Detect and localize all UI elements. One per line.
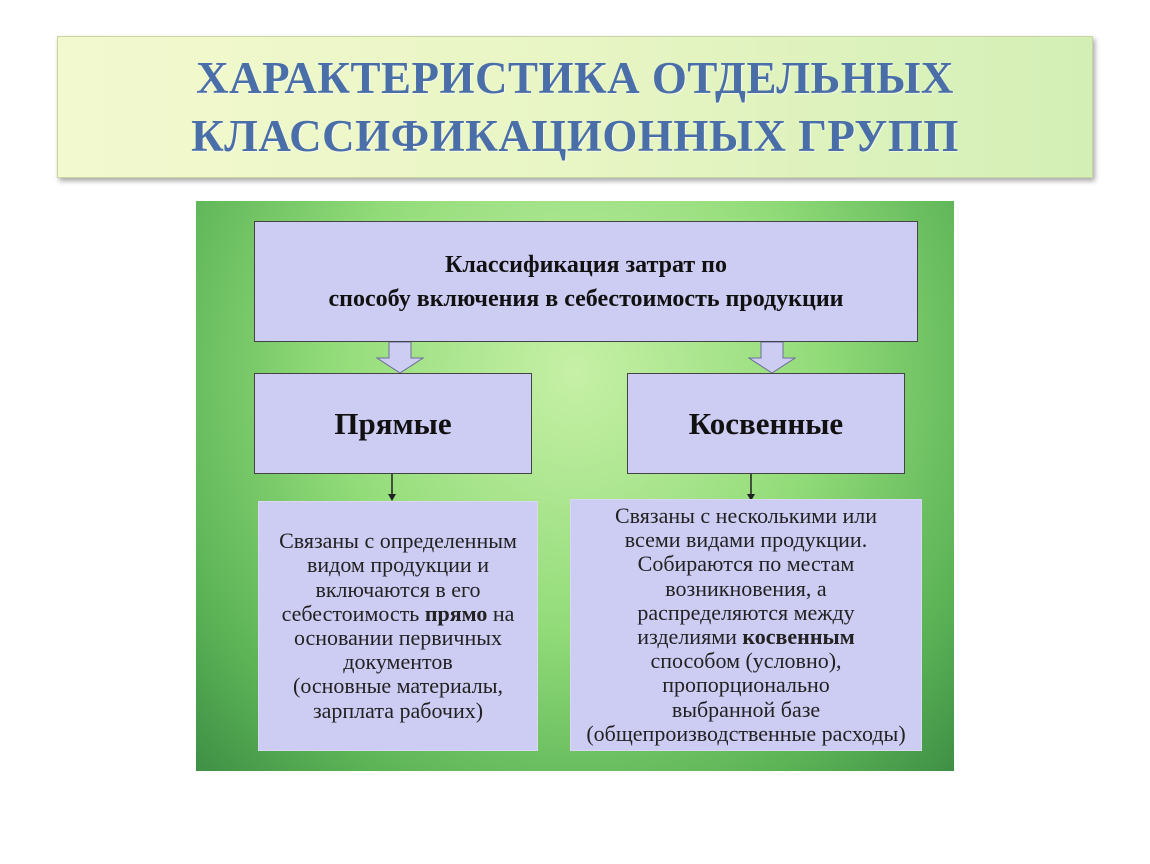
indirect-desc-line: выбранной базе (671, 696, 821, 722)
direct-desc-line: зарплата рабочих) (312, 697, 484, 723)
indirect-desc-line: (общепроизводственные расходы) (586, 720, 906, 746)
indirect-desc-line: способом (условно), (650, 648, 842, 674)
indirect-desc-line (637, 625, 854, 649)
classification-root-box (254, 221, 918, 342)
direct-costs-box (254, 373, 532, 474)
direct-costs-description (258, 501, 538, 751)
direct-desc-line: документов (343, 649, 453, 675)
direct-desc-line: (основные материалы, (293, 673, 503, 699)
direct-desc-line: Связаны с определенным (279, 528, 517, 554)
block-arrow-left-icon (376, 342, 424, 374)
classification-diagram (196, 201, 954, 771)
direct-desc-emphasis: прямо (424, 600, 488, 626)
indirect-costs-label: Косвенные (688, 405, 844, 441)
direct-costs-label: Прямые (334, 405, 452, 441)
direct-desc-text: себестоимость (281, 600, 425, 626)
direct-desc-line: включаются в его (315, 576, 481, 602)
indirect-desc-line: всеми видами продукции. (624, 527, 868, 553)
direct-desc-line: основании первичных (293, 625, 503, 650)
indirect-desc-emphasis: косвенным (742, 624, 855, 649)
indirect-desc-text: изделиями (637, 624, 743, 649)
indirect-desc-line: распределяются между (637, 599, 855, 625)
block-arrow-right-icon (748, 342, 796, 374)
direct-desc-line (282, 602, 515, 626)
direct-desc-line: видом продукции и (307, 552, 489, 578)
thin-arrow-left-icon (386, 474, 398, 502)
indirect-desc-line: Собираются по местам (637, 551, 855, 577)
indirect-costs-description (570, 499, 922, 751)
indirect-desc-line: Связаны с несколькими или (615, 502, 877, 528)
title-line-1: ХАРАКТЕРИСТИКА ОТДЕЛЬНЫХ (196, 53, 954, 103)
root-box-line-1: Классификация затрат по (445, 251, 727, 278)
title-line-2: КЛАССИФИКАЦИОННЫХ ГРУПП (191, 111, 959, 161)
direct-desc-text: на (487, 600, 515, 626)
indirect-desc-line: возникновения, а (665, 575, 827, 601)
thin-arrow-right-icon (745, 474, 757, 502)
root-box-line-2: способу включения в себестоимость продукции (328, 285, 844, 312)
indirect-desc-line: пропорционально (662, 672, 830, 698)
indirect-costs-box (627, 373, 905, 474)
title-banner (57, 36, 1093, 178)
